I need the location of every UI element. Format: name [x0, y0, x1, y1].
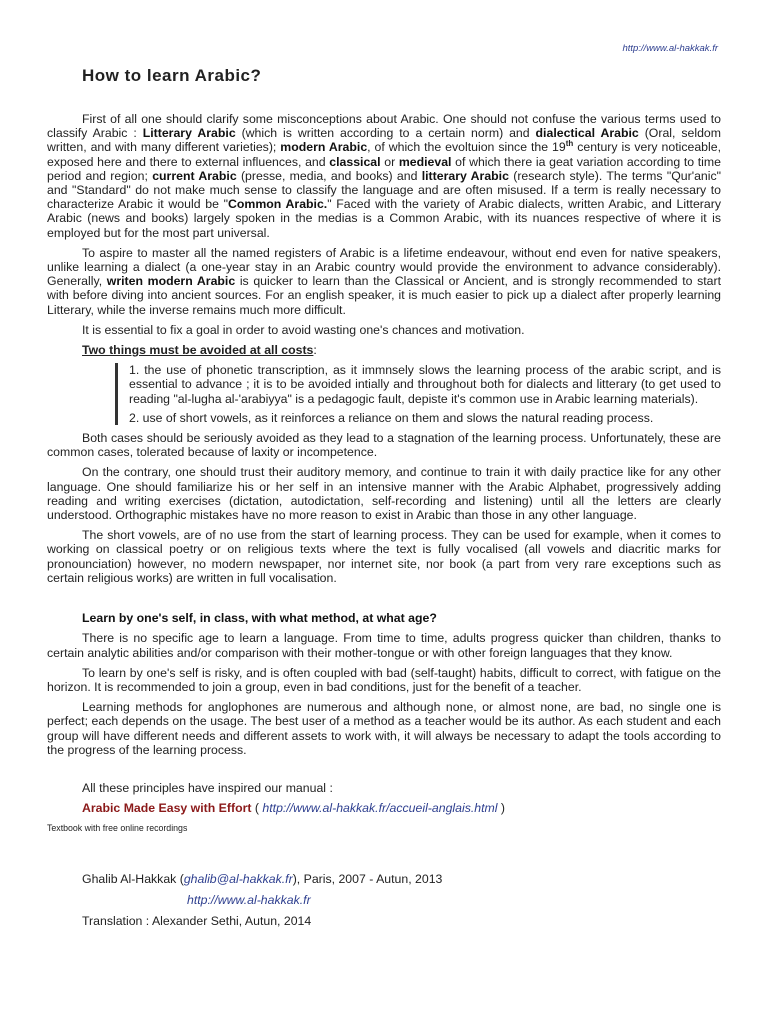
- text-run: (Oral, seldom written, and with many different varieties);: [47, 126, 722, 155]
- avoid-heading: [47, 343, 721, 357]
- age-paragraph: There is no specific age to learn a language. From time to time, adults progress quicker than children, thanks to certain analytic abilities and/or comparison with their mother-tongue or with other foreign languages that they know.: [47, 631, 721, 660]
- avoid-heading-colon: :: [313, 343, 317, 358]
- header-url-link[interactable]: http://www.al-hakkak.fr: [622, 43, 718, 54]
- bold-term: modern Arabic: [280, 140, 368, 155]
- footer-block: [47, 781, 721, 928]
- self-learning-paragraph: To learn by one's self is risky, and is often coupled with bad (self-taught) habits, difficult to correct, with fatigue on the horizon. It is recommended to join a group, even in bad conditions, just for the benefit of a teacher.: [47, 665, 721, 694]
- manual-title: Arabic Made Easy with Effort: [82, 801, 252, 816]
- avoid-item-1: 1. the use of phonetic transcription, as it immnsely slows the learning process of the arabic script, and is essential to advance ; it is to be avoided intially and throughout both for dialects and litterary (to get used to reading "al-lugha al-'arabiyya" is a pedagogic fault, depiste it's common use in Arabic learning materials).: [129, 363, 721, 406]
- author-place-date: ), Paris, 2007 - Autun, 2013: [292, 871, 443, 886]
- bold-term: current Arabic: [152, 168, 237, 183]
- author-email-link[interactable]: ghalib@al-hakkak.fr: [183, 871, 293, 886]
- text-run: (research style). The terms "Qur'anic" and "Standard" do not make much sense to classify the language and are often misused. If a term is really necessary to characterize Arabic it would be ": [47, 168, 721, 212]
- short-vowels-paragraph: The short vowels, are of no use from the start of learning process. They can be used for example, when it comes to working on classical poetry or on religious texts where the text is fully vocalised (all vowels and diacritic marks for pronounciation) however, no modern newspaper, nor internet site, nor book (a part from very rare exceptions such as certain religious works) are written in full vocalisation.: [47, 528, 721, 585]
- translation-credit: Translation : Alexander Sethi, Autun, 2014: [82, 913, 312, 928]
- text-run: century is very noticeable, exposed here and there to external influences, and: [47, 140, 721, 169]
- text-run: (which is written according to a certain norm) and: [235, 126, 536, 141]
- bold-term: dialectical Arabic: [535, 126, 639, 141]
- author-url-line: [187, 893, 721, 907]
- superscript: th: [565, 139, 574, 149]
- author-name: Ghalib Al-Hakkak (: [82, 871, 184, 886]
- author-line: [82, 872, 721, 886]
- bold-term: litterary Arabic: [421, 168, 509, 183]
- avoid-list-quote: [115, 363, 721, 425]
- bold-term: Litterary Arabic: [142, 126, 236, 141]
- author-url-link[interactable]: http://www.al-hakkak.fr: [187, 892, 311, 907]
- text-run: (presse, media, and books) and: [236, 168, 422, 183]
- text-run: " Faced with the variety of Arabic dialects, written Arabic, and Litterary Arabic (news and books) largely spoken in the medias is a Common Arabic, with its nuances respective of where it is employed but for the most part universal.: [47, 197, 721, 240]
- avoid-item-2: 2. use of short vowels, as it reinforces a reliance on them and slows the natural reading process.: [129, 410, 654, 425]
- textbook-note: Textbook with free online recordings: [47, 823, 188, 834]
- methods-paragraph: Learning methods for anglophones are numerous and although none, or almost none, are bad, no single one is perfect; each depends on the usage. The best user of a method as a teacher would be its author. As each student and each group will have different needs and different assets to work with, it will always be necessary to adapt the tools according to the progress of the learning process.: [47, 700, 721, 757]
- text-run: First of all one should clarify some misconceptions about Arabic. One should not confuse the various terms used to classify Arabic :: [47, 112, 721, 141]
- avoid-heading-text: Two things must be avoided at all costs: [82, 343, 314, 358]
- bold-term: writen modern Arabic: [106, 274, 236, 289]
- inspired-line: All these principles have inspired our manual :: [82, 780, 333, 795]
- page-title: How to learn Arabic?: [82, 66, 262, 85]
- text-run: , of which the evoltuion since the 19: [367, 140, 566, 155]
- bold-term: Common Arabic.: [228, 197, 328, 212]
- text-run: To aspire to master all the named registers of Arabic is a lifetime endeavour, without end even for native speakers, unlike learning a dialect (a one-year stay in an Arabic country would provide the environment to advance considerably). Generally,: [47, 245, 721, 289]
- auditory-memory-paragraph: On the contrary, one should trust their auditory memory, and continue to train it with daily practice like for any other language. One should familiarize his or her self in an intensive manner with the Arabic Alphabet, progressively adding reading and writing exercises (dictation, autodictation, self-recording and listening) until all the letters are clearly understood. Orthographic mistakes have no more reason to exist in Arabic than those in any other language.: [47, 465, 721, 523]
- manual-line: [47, 801, 721, 815]
- goal-paragraph: It is essential to fix a goal in order to avoid wasting one's chances and motivation.: [82, 322, 525, 337]
- manual-paren-open: (: [251, 801, 263, 816]
- text-run: or: [380, 154, 399, 169]
- intro-paragraph: [47, 112, 721, 240]
- document-body: [47, 112, 721, 928]
- manual-paren-close: ): [497, 801, 506, 816]
- section-heading-learn: Learn by one's self, in class, with what method, at what age?: [82, 611, 437, 626]
- manual-url-link[interactable]: http://www.al-hakkak.fr/accueil-anglais.html: [262, 801, 498, 816]
- stagnation-paragraph: Both cases should be seriously avoided as they lead to a stagnation of the learning process. Unfortunately, these are common cases, tolerated because of laxity or incompetence.: [47, 431, 721, 460]
- text-run: of which there ia geat variation according to time period and region;: [47, 154, 721, 183]
- text-run: is quicker to learn than the Classical or Ancient, and is strongly recommended to start with before diving into ancient sources. For an english speaker, it is much easier to pick up a dialect after properly learning Litterary, while the inverse remains much more difficult.: [47, 274, 722, 317]
- registers-paragraph: [47, 246, 721, 317]
- bold-term: classical: [329, 154, 381, 169]
- bold-term: medieval: [398, 154, 452, 169]
